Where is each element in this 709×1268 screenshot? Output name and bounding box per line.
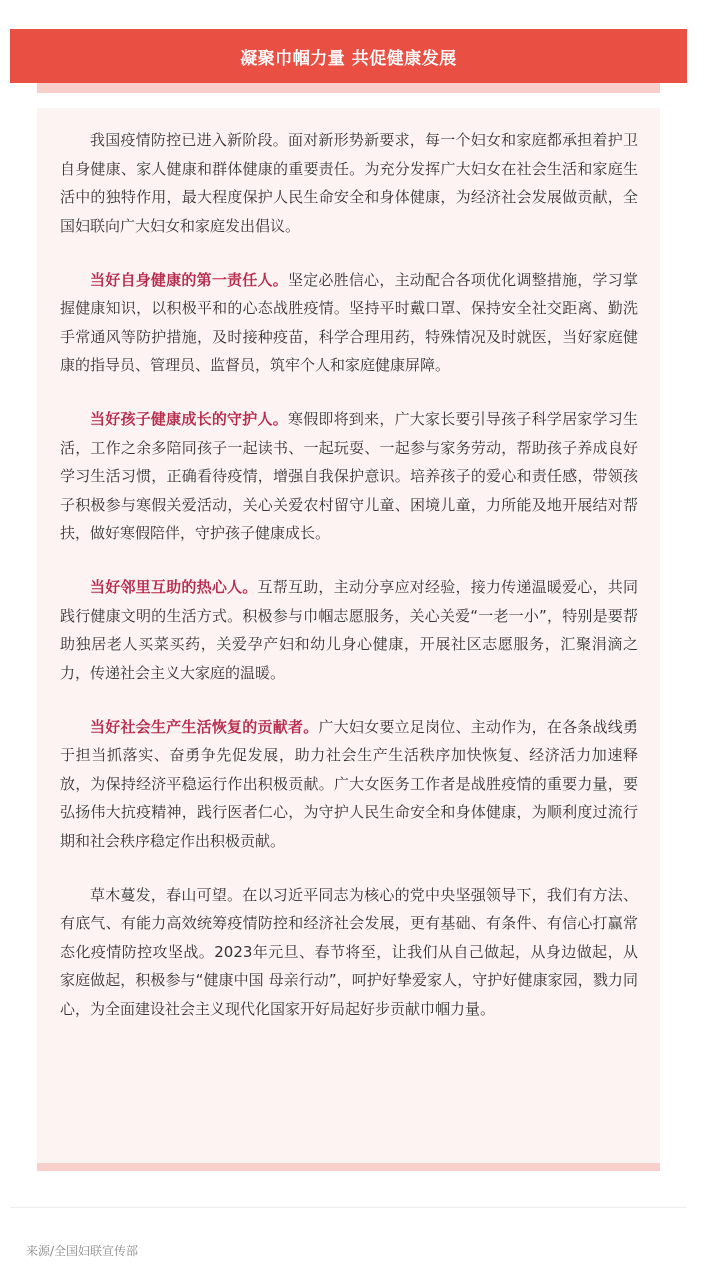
paragraph-text: 草木蔓发，春山可望。在以习近平同志为核心的党中央坚强领导下，我们有方法、有底气、有能力高效统筹疫情防控和经济社会发展，更有基础、有条件、有信心打赢常态化疫情防控攻坚战。2023年元旦、春节将至，让我们从自己做起，从身边做起，从家庭做起，积极参与“健康中国 母亲行动”，呵护好挚爱家人，守护好健康家园，戮力同心，为全面建设社会主义现代化国家开好局起好步贡献巾帼力量。 <box>60 885 638 1018</box>
paragraph-heading: 当好社会生产生活恢复的贡献者。 <box>90 717 319 736</box>
initiative-paragraph-neighbors <box>60 573 638 687</box>
source-credit: 来源/全国妇联宣传部 <box>26 1244 139 1258</box>
paragraph-text: 互帮互助，主动分享应对经验，接力传递温暖爱心，共同践行健康文明的生活方式。积极参与巾帼志愿服务，关心关爱“一老一小”，特别是要帮助独居老人买菜买药，关爱孕产妇和幼儿身心健康，开展社区志愿服务，汇聚涓滴之力，传递社会主义大家庭的温暖。 <box>60 578 638 682</box>
banner-accent-strip <box>37 83 660 93</box>
initiative-paragraph-self-health <box>60 266 638 380</box>
title-banner <box>10 29 687 83</box>
closing-paragraph <box>60 881 638 1024</box>
paragraph-heading: 当好自身健康的第一责任人。 <box>90 270 288 289</box>
panel-bottom-strip <box>37 1163 660 1171</box>
page-title: 凝聚巾帼力量 共促健康发展 <box>240 48 457 69</box>
paragraph-text: 寒假即将到来，广大家长要引导孩子科学居家学习生活，工作之余多陪同孩子一起读书、一起玩耍、一起参与家务劳动，帮助孩子养成良好学习生活习惯，正确看待疫情，增强自我保护意识。培养孩子的爱心和责任感，带领孩子积极参与寒假关爱活动，关心关爱农村留守儿童、困境儿童，力所能及地开展结对帮扶，做好寒假陪伴，守护孩子健康成长。 <box>60 410 638 542</box>
initiative-paragraph-contributors <box>60 713 638 856</box>
article-body <box>60 126 638 1023</box>
paragraph-text: 广大妇女要立足岗位、主动作为，在各条战线勇于担当抓落实、奋勇争先促发展，助力社会生产生活秩序加快恢复、经济活力加速释放，为保持经济平稳运行作出积极贡献。广大女医务工作者是战胜疫情的重要力量，要弘扬伟大抗疫精神，践行医者仁心，为守护人民生命安全和身体健康，为顺利度过流行期和社会秩序稳定作出积极贡献。 <box>60 717 638 850</box>
intro-paragraph <box>60 126 638 240</box>
paragraph-text: 我国疫情防控已进入新阶段。面对新形势新要求，每一个妇女和家庭都承担着护卫自身健康、家人健康和群体健康的重要责任。为充分发挥广大妇女在社会生活和家庭生活中的独特作用，最大程度保护人民生命安全和身体健康，为经济社会发展做贡献，全国妇联向广大妇女和家庭发出倡议。 <box>60 131 638 235</box>
paragraph-heading: 当好邻里互助的热心人。 <box>90 578 258 596</box>
footer-divider <box>10 1207 687 1208</box>
paragraph-heading: 当好孩子健康成长的守护人。 <box>90 410 288 428</box>
initiative-paragraph-children <box>60 405 638 548</box>
paragraph-text: 坚定必胜信心，主动配合各项优化调整措施，学习掌握健康知识，以积极平和的心态战胜疫情。坚持平时戴口罩、保持安全社交距离、勤洗手常通风等防护措施，及时接种疫苗，科学合理用药，特殊情况及时就医，当好家庭健康的指导员、管理员、监督员，筑牢个人和家庭健康屏障。 <box>60 270 638 374</box>
